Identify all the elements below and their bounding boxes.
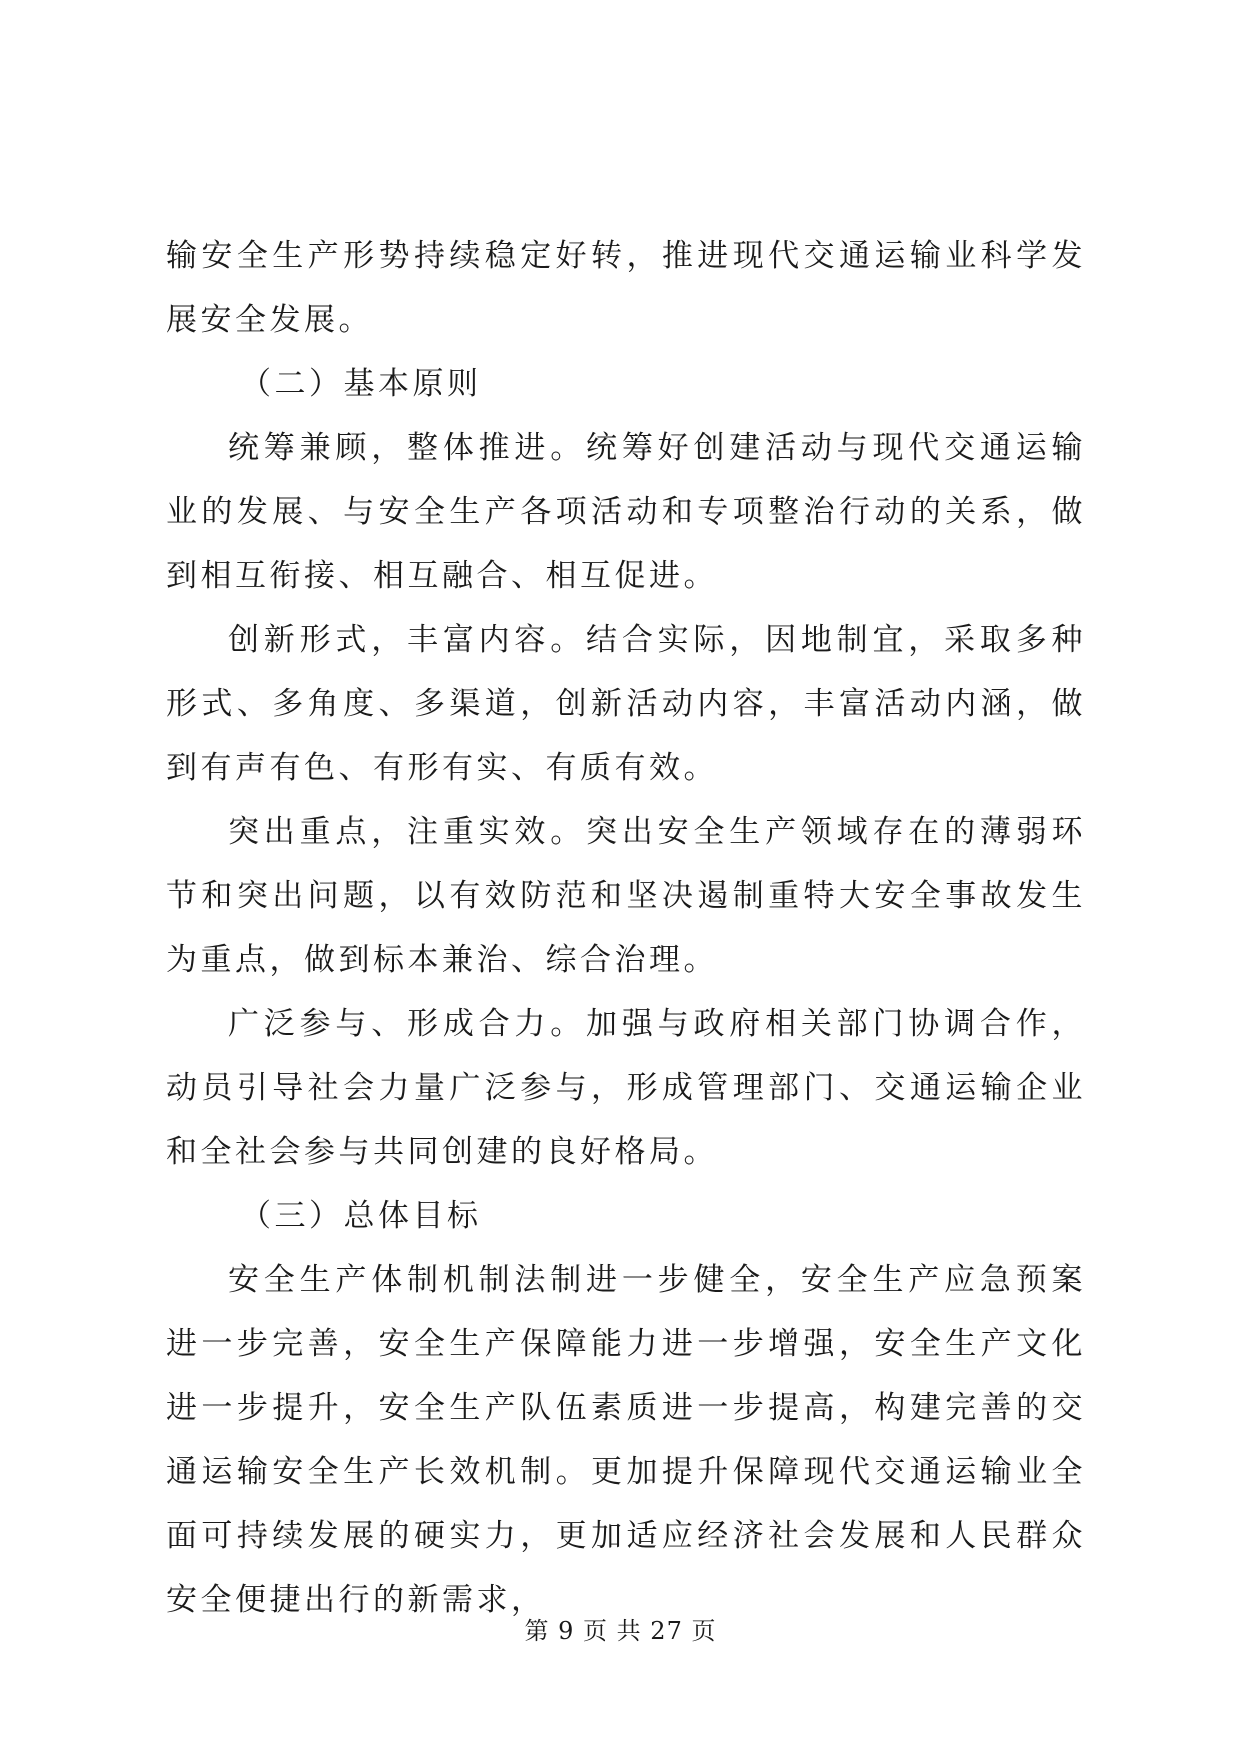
page-number-footer: 第 9 页 共 27 页	[524, 1617, 717, 1645]
paragraph-innovation: 创新形式，丰富内容。结合实际，因地制宜，采取多种形式、多角度、多渠道，创新活动内容，丰富活动内涵，做到有声有色、有形有实、有质有效。	[166, 622, 1086, 786]
section-heading-basic-principles: （二）基本原则	[240, 366, 482, 402]
section-heading-overall-goals: （三）总体目标	[240, 1198, 482, 1234]
paragraph-overall-planning: 统筹兼顾，整体推进。统筹好创建活动与现代交通运输业的发展、与安全生产各项活动和专项整治行动的关系，做到相互衔接、相互融合、相互促进。	[166, 430, 1086, 594]
paragraph-key-points: 突出重点，注重实效。突出安全生产领域存在的薄弱环节和突出问题，以有效防范和坚决遏制重特大安全事故发生为重点，做到标本兼治、综合治理。	[166, 814, 1086, 978]
document-body	[166, 224, 1086, 1632]
paragraph-goals: 安全生产体制机制法制进一步健全，安全生产应急预案进一步完善，安全生产保障能力进一步增强，安全生产文化进一步提升，安全生产队伍素质进一步提高，构建完善的交通运输安全生产长效机制。更加提升保障现代交通运输业全面可持续发展的硬实力，更加适应经济社会发展和人民群众安全便捷出行的新需求，	[166, 1262, 1086, 1618]
paragraph-participation: 广泛参与、形成合力。加强与政府相关部门协调合作，动员引导社会力量广泛参与，形成管理部门、交通运输企业和全社会参与共同创建的良好格局。	[166, 1006, 1086, 1170]
continuation-paragraph: 输安全生产形势持续稳定好转，推进现代交通运输业科学发展安全发展。	[166, 238, 1086, 338]
